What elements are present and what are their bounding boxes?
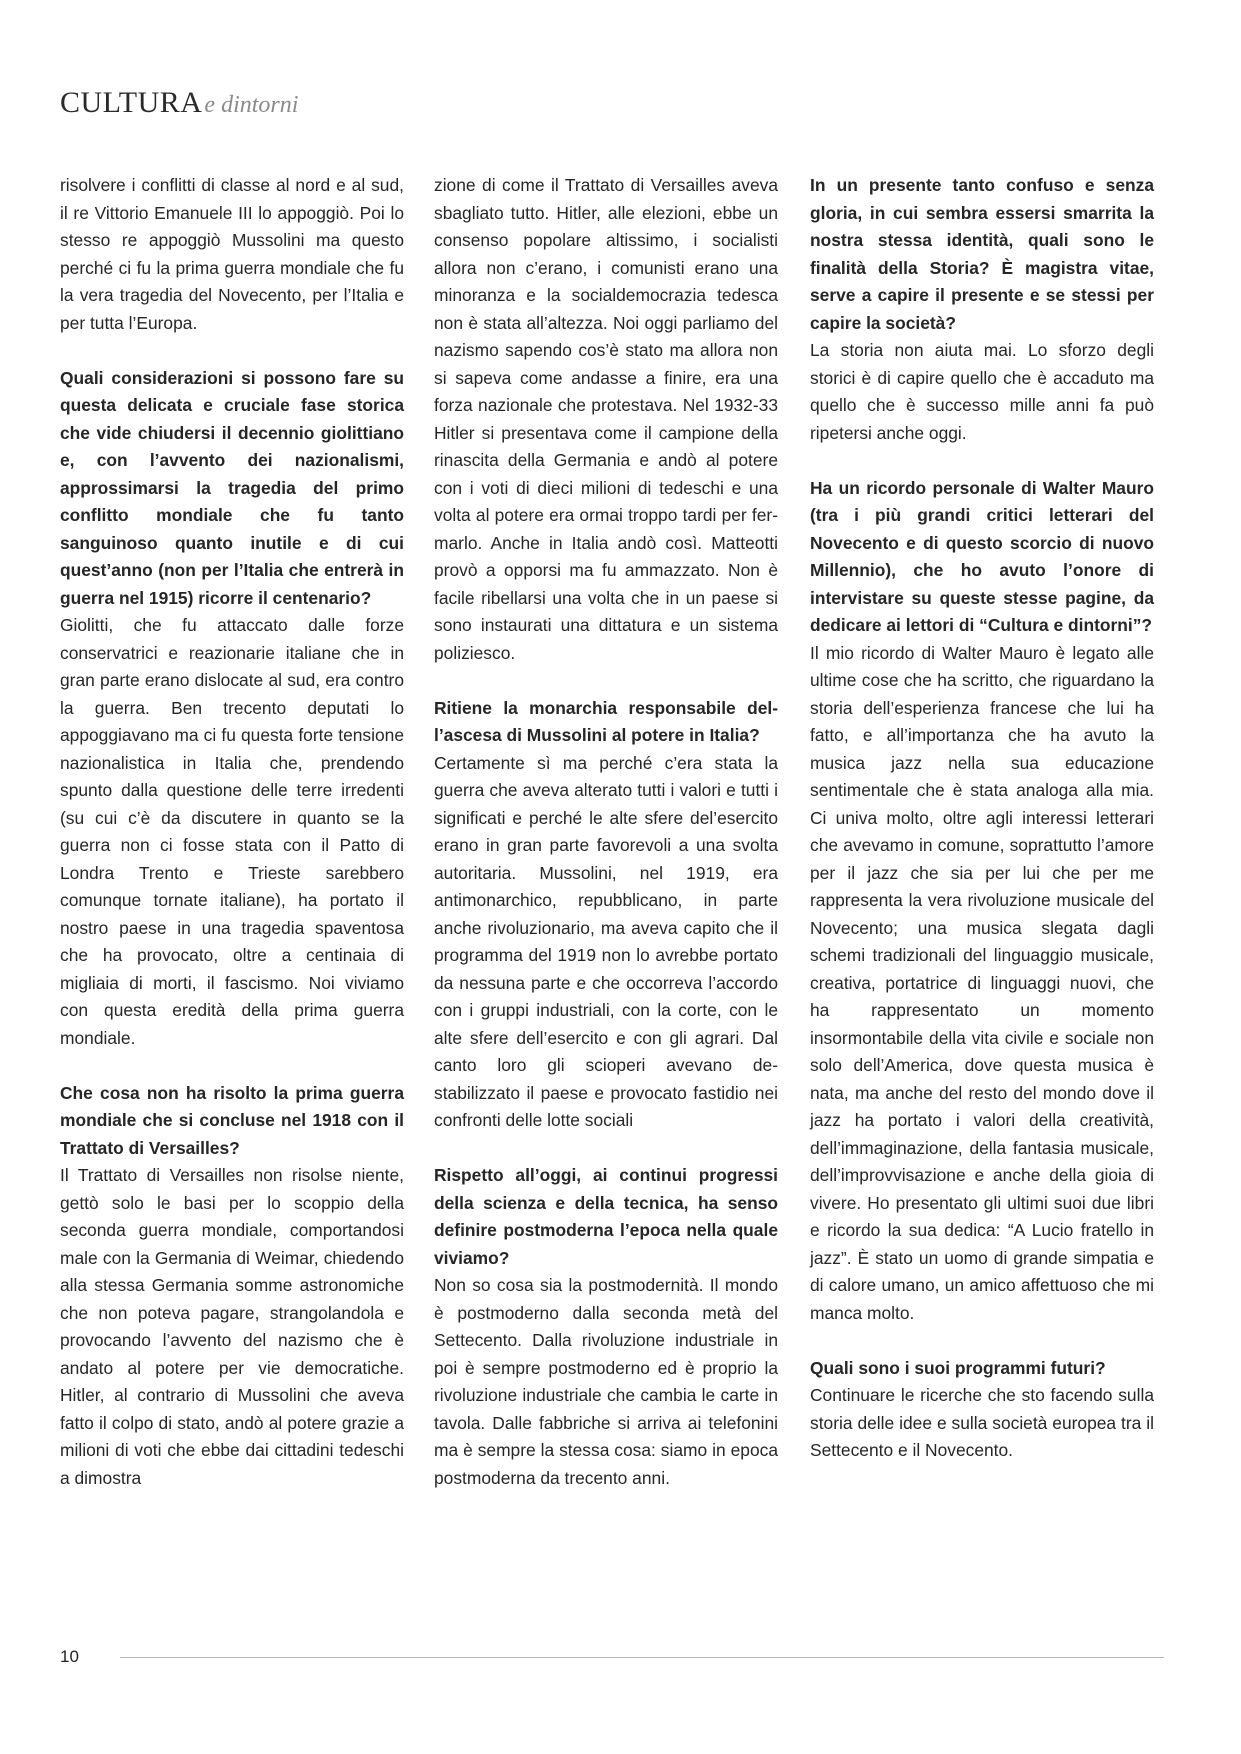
answer-paragraph: Giolitti, che fu attaccato dalle forze conservatrici e reazionarie italiane che in gran parte erano dislocate al sud, era contro la guerra. Ben trecento deputati lo appoggiavano ma ci fu questa forte tensione nazionalistica in Italia che, prendendo spunto dalla questione delle terre irredenti (su cui c’è da discutere in quanto se la guerra non ci fosse stata con il Patto di Londra Trento e Trieste sarebbero comunque tornate italiane), ha portato il nostro paese in una tragedia spaventosa che ha provocato, oltre a centinaia di migliaia di morti, il fascismo. Noi viviamo con questa eredità della prima guerra mondiale. <box>60 615 404 1048</box>
masthead-title: CULTURA <box>60 86 203 119</box>
interview-question: Che cosa non ha risolto la prima guerra mondiale che si concluse nel 1918 con il Trattato di Versailles? <box>60 1082 404 1158</box>
interview-question: Ritiene la monarchia responsabile dell’ascesa di Mussolini al potere in Italia? <box>434 697 778 745</box>
masthead-subtitle: e dintorni <box>204 92 299 118</box>
answer-paragraph: La storia non aiuta mai. Lo sforzo degli storici è di capire quello che è accaduto ma quello che è successo mille anni fa può ripetersi anche oggi. <box>810 340 1154 443</box>
answer-paragraph: risolvere i conflitti di classe al nord e al sud, il re Vittorio Emanuele III lo appoggiò. Poi lo stesso re appoggiò Mussolini ma questo perché ci fu la prima guerra mondiale che fu la vera tragedia del Novecento, per l’Italia e per tutta l’Europa. <box>60 175 404 333</box>
answer-paragraph: zione di come il Trattato di Versailles aveva sbagliato tutto. Hitler, alle elezioni, ebbe un consenso popolare altissimo, i socialisti allora non c’erano, i comunisti erano una minoranza e la socialdemocrazia tedesca non è stata all’altezza. Noi oggi parliamo del nazismo sapendo cos’è stato ma allora non si sapeva come andasse a finire, era una forza nazionale che protestava. Nel 1932-33 Hitler si presentava come il campione della rinascita della Germania e andò al potere con i voti di dieci milioni di tedeschi e una volta al potere era ormai troppo tardi per fermarlo. Anche in Italia andò così. Matteotti provò a opporsi ma fu ammazzato. Non è facile ribellarsi una volta che in un paese si sono instaurati una dittatura e un sistema poliziesco. <box>434 175 778 663</box>
text-column-2 <box>434 172 778 1492</box>
answer-paragraph: Il Trattato di Versailles non risolse niente, gettò solo le basi per lo scoppio della seconda guerra mondiale, comportandosi male con la Germania di Weimar, chiedendo alla stessa Germania somme astronomiche che non poteva pagare, strangolandola e provocando l’avvento del nazismo che è andato al potere per vie democratiche. Hitler, al contrario di Mussolini che aveva fatto il colpo di stato, andò al potere grazie a milioni di voti che ebbe dai cittadini tedeschi a dimostra <box>60 1165 404 1488</box>
interview-question: Quali considerazioni si possono fare su questa delicata e cruciale fase storica che vide chiudersi il decennio giolittiano e, con l’avvento dei nazionalismi, approssimarsi la tragedia del primo conflitto mondiale che fu tanto sanguinoso quanto inutile e di cui quest’anno (non per l’Italia che entrerà in guerra nel 1915) ricorre il centenario? <box>60 367 404 608</box>
answer-paragraph: Certamente sì ma perché c’era stata la guerra che aveva alterato tutti i valori e tutti i significati e perché le alte sfere del’esercito erano in gran parte favorevoli a una svolta autoritaria. Mussolini, nel 1919, era antimonarchico, repubblicano, in parte anche rivoluzionario, ma aveva capito che il programma del 1919 non lo avrebbe portato da nessuna parte e che occorreva l’accordo con i gruppi industriali, con la corte, con le alte sfere dell’esercito e con gli agrari. Dal canto loro gli scioperi avevano destabilizzato il paese e provocato fastidio nei confronti delle lotte sociali <box>434 752 778 1130</box>
answer-paragraph: Non so cosa sia la postmodernità. Il mondo è postmoderno dalla seconda metà del Settecento. Dalla rivoluzione industriale in poi è sempre postmoderno ed è proprio la rivoluzione industriale che cambia le carte in tavola. Dalle fabbriche si arriva ai telefonini ma è sempre la stessa cosa: siamo in epoca postmoderna da trecento anni. <box>434 1275 778 1488</box>
answer-paragraph: Continuare le ricerche che sto facendo sulla storia delle idee e sulla società europea tra il Settecento e il Novecento. <box>810 1385 1154 1460</box>
interview-question: Quali sono i suoi programmi futuri? <box>810 1357 1106 1378</box>
text-column-3 <box>810 172 1154 1465</box>
interview-question: Rispetto all’oggi, ai continui progressi della scienza e della tecnica, ha senso definire postmoderna l’epoca nella quale viviamo? <box>434 1165 778 1268</box>
text-column-1 <box>60 172 404 1492</box>
footer-divider <box>120 1657 1164 1658</box>
page-number: 10 <box>60 1647 79 1666</box>
interview-question: Ha un ricordo personale di Walter Mauro (tra i più grandi critici letterari del Novecento e di questo scorcio di nuovo Millennio), che ho avuto l’onore di intervistare su queste stesse pagine, da dedicare ai lettori di “Cultura e dintorni”? <box>810 477 1154 635</box>
masthead <box>60 88 298 118</box>
interview-question: In un presente tanto confuso e senza gloria, in cui sembra essersi smarrita la nostra stessa identità, quali sono le finalità della Storia? È magistra vitae, serve a capire il presente e se stessi per capire la società? <box>810 175 1154 333</box>
answer-paragraph: Il mio ricordo di Walter Mauro è legato alle ultime cose che ha scritto, che riguardano la storia dell’esperienza francese che lui ha fatto, e all’importanza che ha avuto la musica jazz nella sua educazione sentimentale che è stata analoga alla mia. Ci univa molto, oltre agli interessi letterari che avevamo in comune, soprattutto l’amore per il jazz che sia per lui che per me rappresenta la vera rivoluzione musicale del Novecento; una musica slegata dagli schemi tradizionali del linguaggio musicale, creativa, portatrice di linguaggi nuovi, che ha rappresentato un momento insormontabile della vita civile e sociale non solo dell’America, dove questa musica è nata, ma anche del resto del mondo dove il jazz ha portato i valori della creatività, dell’immaginazione, della fantasia musicale, dell’improvvisazione e anche della gioia di vivere. Ho presentato gli ultimi suoi due libri e ricordo la sua dedica: “A Lucio fratello in jazz”. È stato un uomo di grande simpatia e di calore umano, un amico affettuoso che mi manca molto. <box>810 642 1154 1323</box>
